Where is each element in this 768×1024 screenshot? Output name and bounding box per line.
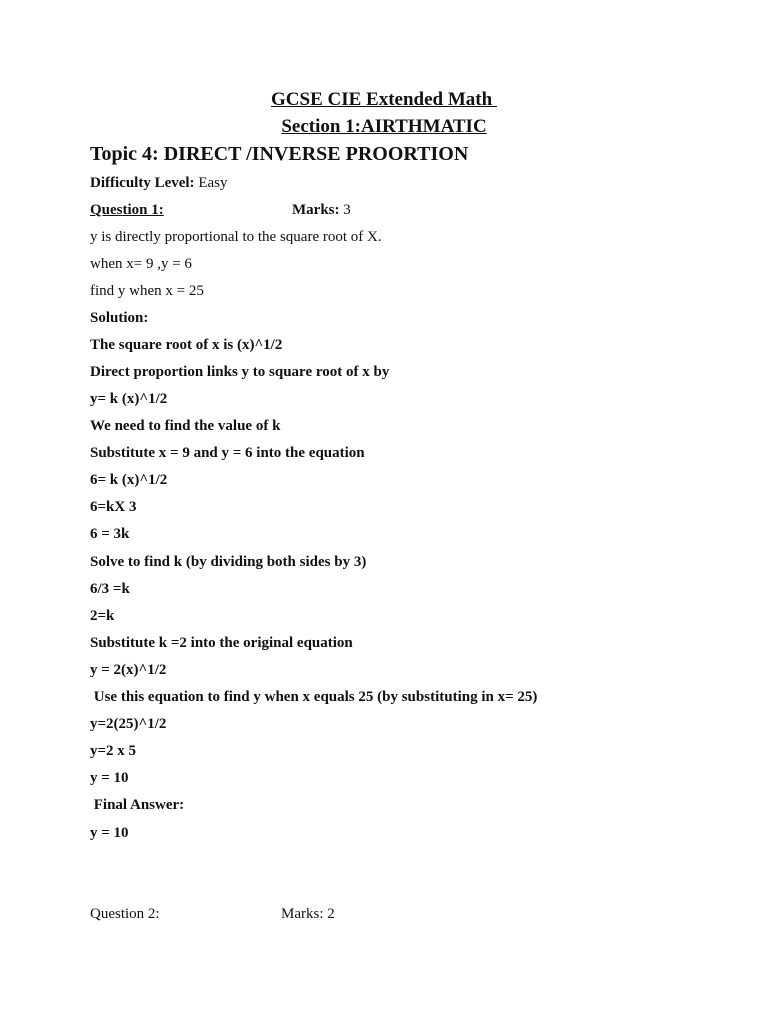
solution-step: 2=k	[90, 608, 115, 624]
question2-label: Question 2:	[90, 906, 160, 922]
difficulty-line	[90, 174, 227, 192]
solution-step: Use this equation to find y when x equals 25 (by substituting in x= 25)	[90, 689, 538, 705]
document-title: GCSE CIE Extended Math	[271, 89, 497, 110]
solution-step: Substitute x = 9 and y = 6 into the equation	[90, 445, 365, 461]
solution-step: y=2(25)^1/2	[90, 716, 167, 732]
solution-step: 6= k (x)^1/2	[90, 472, 168, 488]
solution-step: Direct proportion links y to square root of x by	[90, 364, 390, 380]
solution-step: Substitute k =2 into the original equation	[90, 635, 353, 651]
question1-text-line: when x= 9 ,y = 6	[90, 256, 192, 272]
question1-text-line: find y when x = 25	[90, 283, 204, 299]
solution-step: y=2 x 5	[90, 743, 137, 759]
question2-marks: Marks: 2	[281, 906, 335, 922]
final-answer-value: y = 10	[90, 825, 129, 841]
question1-text-line: y is directly proportional to the square root of X.	[90, 229, 382, 245]
question1-marks-value: 3	[339, 202, 351, 218]
solution-label: Solution:	[90, 310, 149, 326]
difficulty-value: Easy	[194, 175, 228, 191]
solution-step: y= k (x)^1/2	[90, 391, 168, 407]
solution-step: 6/3 =k	[90, 581, 130, 597]
solution-step: The square root of x is (x)^1/2	[90, 337, 283, 353]
solution-step: 6=kX 3	[90, 499, 137, 515]
solution-step: 6 = 3k	[90, 526, 130, 542]
solution-step: y = 2(x)^1/2	[90, 662, 167, 678]
question1-marks	[292, 201, 351, 219]
solution-step: y = 10	[90, 770, 129, 786]
solution-step: We need to find the value of k	[90, 418, 281, 434]
topic-heading: Topic 4: DIRECT /INVERSE PROORTION	[90, 143, 469, 165]
difficulty-label: Difficulty Level:	[90, 175, 195, 191]
solution-step: Solve to find k (by dividing both sides by 3)	[90, 554, 367, 570]
final-answer-label: Final Answer:	[90, 797, 185, 813]
question1-marks-label: Marks:	[292, 202, 340, 218]
section-title: Section 1:AIRTHMATIC	[281, 116, 487, 137]
question1-label: Question 1:	[90, 202, 164, 218]
